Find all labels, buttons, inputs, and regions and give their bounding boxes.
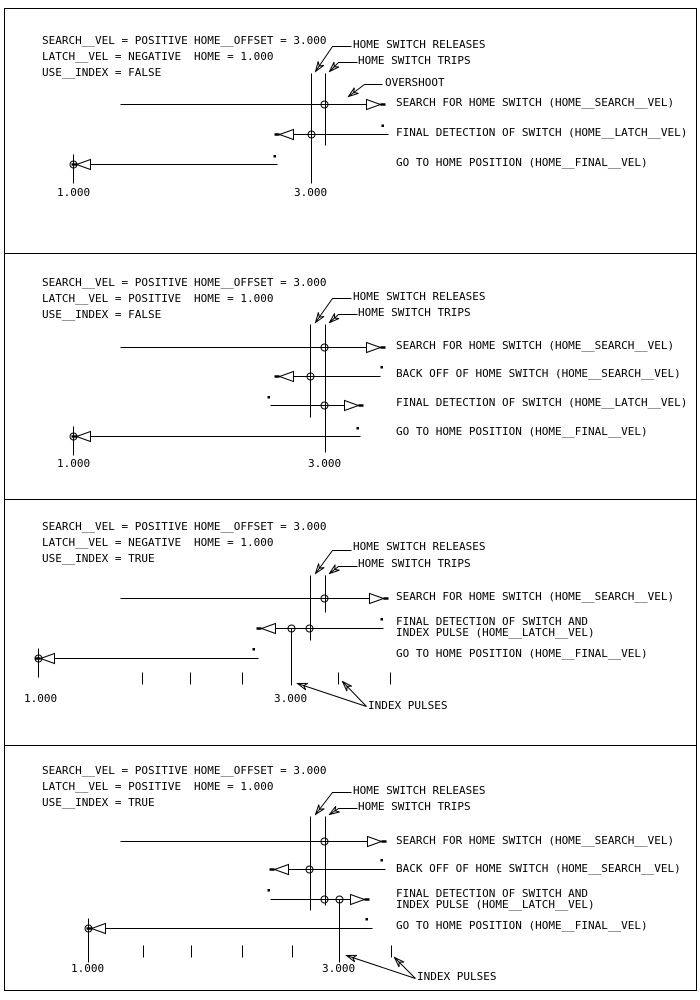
start-point-dot [253, 648, 256, 651]
callout-trips: HOME SWITCH TRIPS [358, 800, 471, 813]
param-home: HOME = 1.000 [194, 780, 274, 793]
right-arrowhead [367, 343, 381, 353]
param-home: HOME = 1.000 [194, 536, 274, 549]
left-arrowhead [280, 372, 294, 382]
step-label: GO TO HOME POSITION (HOME__FINAL__VEL) [396, 647, 648, 660]
panel-3-lines [35, 551, 391, 707]
param-search-vel: SEARCH__VEL = POSITIVE [42, 764, 188, 777]
param-use-index: USE__INDEX = FALSE [42, 308, 162, 321]
releases-leader-line [316, 793, 352, 815]
step-label: FINAL DETECTION OF SWITCH (HOME__LATCH__VEL) [396, 396, 688, 409]
callout-overshoot: OVERSHOOT [385, 76, 445, 89]
param-home-offset: HOME__OFFSET = 3.000 [194, 764, 327, 777]
callout-releases: HOME SWITCH RELEASES [353, 38, 486, 51]
trips-leader-line [330, 315, 358, 323]
param-search-vel: SEARCH__VEL = POSITIVE [42, 520, 188, 533]
step-label: SEARCH FOR HOME SWITCH (HOME__SEARCH__VEL) [396, 834, 675, 847]
home-position-value: 1.000 [57, 186, 91, 199]
start-point-dot [366, 918, 369, 921]
param-latch-vel: LATCH__VEL = NEGATIVE [42, 50, 182, 63]
left-arrowhead [77, 432, 91, 442]
index-pulses-leader-line [347, 956, 416, 979]
step-label: SEARCH FOR HOME SWITCH (HOME__SEARCH__VEL) [396, 590, 675, 603]
param-home-offset: HOME__OFFSET = 3.000 [194, 34, 327, 47]
start-point-dot [381, 618, 384, 621]
trips-leader-line [330, 567, 358, 574]
panel-2-lines [70, 299, 386, 456]
right-arrowhead [345, 401, 359, 411]
callout-trips: HOME SWITCH TRIPS [358, 557, 471, 570]
step-label: SEARCH FOR HOME SWITCH (HOME__SEARCH__VEL) [396, 96, 675, 109]
start-point-dot [381, 859, 384, 862]
param-use-index: USE__INDEX = FALSE [42, 66, 162, 79]
callout-releases: HOME SWITCH RELEASES [353, 784, 486, 797]
step-label: BACK OFF OF HOME SWITCH (HOME__SEARCH__VEL) [396, 862, 681, 875]
step-label: FINAL DETECTION OF SWITCH (HOME__LATCH__VEL) [396, 126, 688, 139]
step-label: FINAL DETECTION OF SWITCH AND [396, 887, 589, 900]
left-arrowhead [275, 865, 289, 875]
offset-position-value: 3.000 [322, 962, 356, 975]
param-home: HOME = 1.000 [194, 292, 274, 305]
param-search-vel: SEARCH__VEL = POSITIVE [42, 34, 188, 47]
param-use-index: USE__INDEX = TRUE [42, 796, 155, 809]
callout-releases: HOME SWITCH RELEASES [353, 540, 486, 553]
param-search-vel: SEARCH__VEL = POSITIVE [42, 276, 188, 289]
param-latch-vel: LATCH__VEL = NEGATIVE [42, 536, 182, 549]
step-label: INDEX PULSE (HOME__LATCH__VEL) [396, 626, 595, 639]
home-position-value: 1.000 [71, 962, 105, 975]
callout-trips: HOME SWITCH TRIPS [358, 306, 471, 319]
step-label: GO TO HOME POSITION (HOME__FINAL__VEL) [396, 919, 648, 932]
param-latch-vel: LATCH__VEL = POSITIVE [42, 292, 182, 305]
start-point-dot [357, 427, 360, 430]
step-label: BACK OFF OF HOME SWITCH (HOME__SEARCH__VEL) [396, 367, 681, 380]
param-home: HOME = 1.000 [194, 50, 274, 63]
step-label: GO TO HOME POSITION (HOME__FINAL__VEL) [396, 425, 648, 438]
param-home-offset: HOME__OFFSET = 3.000 [194, 520, 327, 533]
right-arrowhead [367, 100, 381, 110]
offset-position-value: 3.000 [294, 186, 328, 199]
param-home-offset: HOME__OFFSET = 3.000 [194, 276, 327, 289]
start-point-dot [274, 155, 277, 158]
step-label: INDEX PULSE (HOME__LATCH__VEL) [396, 898, 595, 911]
right-arrowhead [370, 594, 384, 604]
callout-index-pulses: INDEX PULSES [368, 699, 448, 712]
start-point-dot [268, 396, 271, 399]
step-label: SEARCH FOR HOME SWITCH (HOME__SEARCH__VEL) [396, 339, 675, 352]
left-arrowhead [77, 160, 91, 170]
left-arrowhead [262, 624, 276, 634]
start-point-dot [382, 125, 385, 128]
right-arrowhead [368, 837, 382, 847]
panel-4-lines [85, 793, 416, 979]
param-latch-vel: LATCH__VEL = POSITIVE [42, 780, 182, 793]
step-label: GO TO HOME POSITION (HOME__FINAL__VEL) [396, 156, 648, 169]
left-arrowhead [92, 924, 106, 934]
trips-leader-line [330, 809, 358, 815]
left-arrowhead [41, 654, 55, 664]
start-point-dot [381, 366, 384, 369]
start-point-dot [268, 889, 271, 892]
right-arrowhead [351, 895, 365, 905]
left-arrowhead [280, 130, 294, 140]
overshoot-leader-line [349, 85, 383, 97]
callout-trips: HOME SWITCH TRIPS [358, 54, 471, 67]
home-position-value: 1.000 [24, 692, 58, 705]
callout-releases: HOME SWITCH RELEASES [353, 290, 486, 303]
param-use-index: USE__INDEX = TRUE [42, 552, 155, 565]
home-position-value: 1.000 [57, 457, 91, 470]
step-label: FINAL DETECTION OF SWITCH AND [396, 615, 589, 628]
offset-position-value: 3.000 [274, 692, 308, 705]
callout-index-pulses: INDEX PULSES [417, 970, 497, 983]
trips-leader-line [330, 63, 358, 72]
offset-position-value: 3.000 [308, 457, 342, 470]
